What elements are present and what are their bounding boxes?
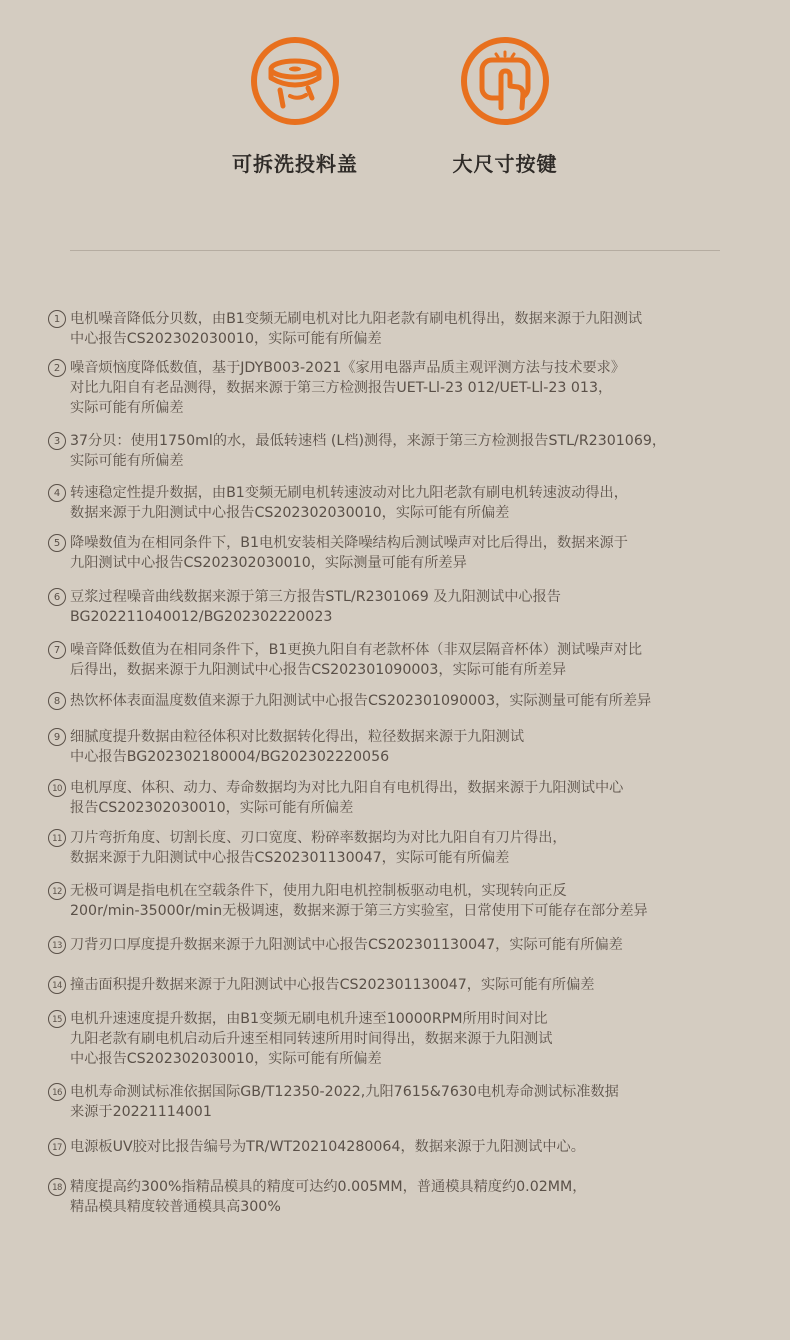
detachable-lid-icon [250,36,340,126]
footnote-number: 6 [48,588,66,606]
footnote-number: 8 [48,692,66,710]
footnote-item [48,309,748,349]
feature-row [0,0,790,200]
footnote-item [48,881,748,921]
footnote-text: 降噪数值为在相同条件下，B1电机安装相关降噪结构后测试噪声对比后得出，数据来源于 九阳测试中心报告CS202302030010，实际测量可能有所差异 [70,535,628,571]
footnote-item [48,1177,748,1217]
footnote-text: 电机厚度、体积、动力、寿命数据均为对比九阳自有电机得出，数据来源于九阳测试中心 报告CS202302030010，实际可能有所偏差 [70,780,624,816]
footnote-number: 17 [48,1138,66,1156]
footnote-item [48,691,748,711]
footnote-text: 37分贝：使用1750ml的水，最低转速档 (L档)测得，来源于第三方检测报告STL/R2301069， 实际可能有所偏差 [70,433,667,469]
footnote-item [48,640,748,680]
footnote-item [48,975,748,995]
footnote-item [48,1137,748,1157]
footnote-number: 12 [48,882,66,900]
footnote-number: 5 [48,534,66,552]
footnote-item [48,358,748,418]
footnote-item [48,431,748,471]
footnote-number: 10 [48,779,66,797]
footnote-text: 刀背刃口厚度提升数据来源于九阳测试中心报告CS202301130047，实际可能有所偏差 [70,937,623,953]
footnote-number: 3 [48,432,66,450]
footnote-number: 18 [48,1178,66,1196]
footnote-number: 7 [48,641,66,659]
footnote-text: 细腻度提升数据由粒径体积对比数据转化得出，粒径数据来源于九阳测试 中心报告BG202302180004/BG202302220056 [70,729,525,765]
feature-detachable-lid [205,36,385,177]
footnote-number: 9 [48,728,66,746]
footnote-item [48,533,748,573]
footnote-item [48,587,748,627]
footnote-number: 2 [48,359,66,377]
footnote-item [48,778,748,818]
footnote-text: 转速稳定性提升数据，由B1变频无刷电机转速波动对比九阳老款有刷电机转速波动得出， 数据来源于九阳测试中心报告CS202302030010，实际可能有所偏差 [70,485,628,521]
footnote-item [48,935,748,955]
footnote-item [48,1082,748,1122]
footnote-text: 电机噪音降低分贝数，由B1变频无刷电机对比九阳老款有刷电机得出，数据来源于九阳测试 中心报告CS202302030010，实际可能有所偏差 [70,311,643,347]
footnote-text: 电机升速速度提升数据，由B1变频无刷电机升速至10000RPM所用时间对比 九阳老款有刷电机启动后升速至相同转速所用时间得出，数据来源于九阳测试 中心报告CS202302030010，实际可能有所偏差 [70,1011,553,1067]
footnote-number: 14 [48,976,66,994]
footnote-number: 13 [48,936,66,954]
footnote-text: 刀片弯折角度、切割长度、刃口宽度、粉碎率数据均为对比九阳自有刀片得出， 数据来源于九阳测试中心报告CS202301130047，实际可能有所偏差 [70,830,567,866]
footnote-item [48,727,748,767]
footnote-text: 热饮杯体表面温度数值来源于九阳测试中心报告CS202301090003，实际测量可能有所差异 [70,693,652,709]
footnote-number: 15 [48,1010,66,1028]
feature-label: 大尺寸按键 [452,152,558,176]
footnote-text: 豆浆过程噪音曲线数据来源于第三方报告STL/R2301069 及九阳测试中心报告 BG202211040012/BG202302220023 [70,589,561,625]
feature-large-button [415,36,595,177]
footnote-text: 精度提高约300%指精品模具的精度可达约0.005MM，普通模具精度约0.02MM， 精品模具精度较普通模具高300% [70,1179,587,1215]
large-button-press-icon [460,36,550,126]
footnote-number: 4 [48,484,66,502]
footnote-number: 11 [48,829,66,847]
section-divider [70,250,720,251]
footnote-text: 噪音降低数值为在相同条件下，B1更换九阳自有老款杯体（非双层隔音杯体）测试噪声对比 后得出，数据来源于九阳测试中心报告CS202301090003，实际可能有所差异 [70,642,643,678]
footnote-text: 噪音烦恼度降低数值，基于JDYB003-2021《家用电器声品质主观评测方法与技术要求》 对比九阳自有老品测得，数据来源于第三方检测报告UET-Ll-23 012/UET-Ll-23 013， 实际可能有所偏差 [70,360,626,416]
footnote-item [48,828,748,868]
footnote-text: 电机寿命测试标准依据国际GB/T12350-2022,九阳7615&7630电机寿命测试标准数据 来源于20221114001 [70,1084,619,1120]
footnote-number: 1 [48,310,66,328]
footnote-item [48,483,748,523]
feature-label: 可拆洗投料盖 [232,152,358,176]
footnote-text: 无极可调是指电机在空载条件下，使用九阳电机控制板驱动电机，实现转向正反 200r/min-35000r/min无极调速，数据来源于第三方实验室，日常使用下可能存在部分差异 [70,883,648,919]
footnote-text: 撞击面积提升数据来源于九阳测试中心报告CS202301130047，实际可能有所偏差 [70,977,595,993]
footnote-text: 电源板UV胶对比报告编号为TR/WT202104280064，数据来源于九阳测试中心。 [70,1139,585,1155]
footnote-item [48,1009,748,1069]
footnote-number: 16 [48,1083,66,1101]
